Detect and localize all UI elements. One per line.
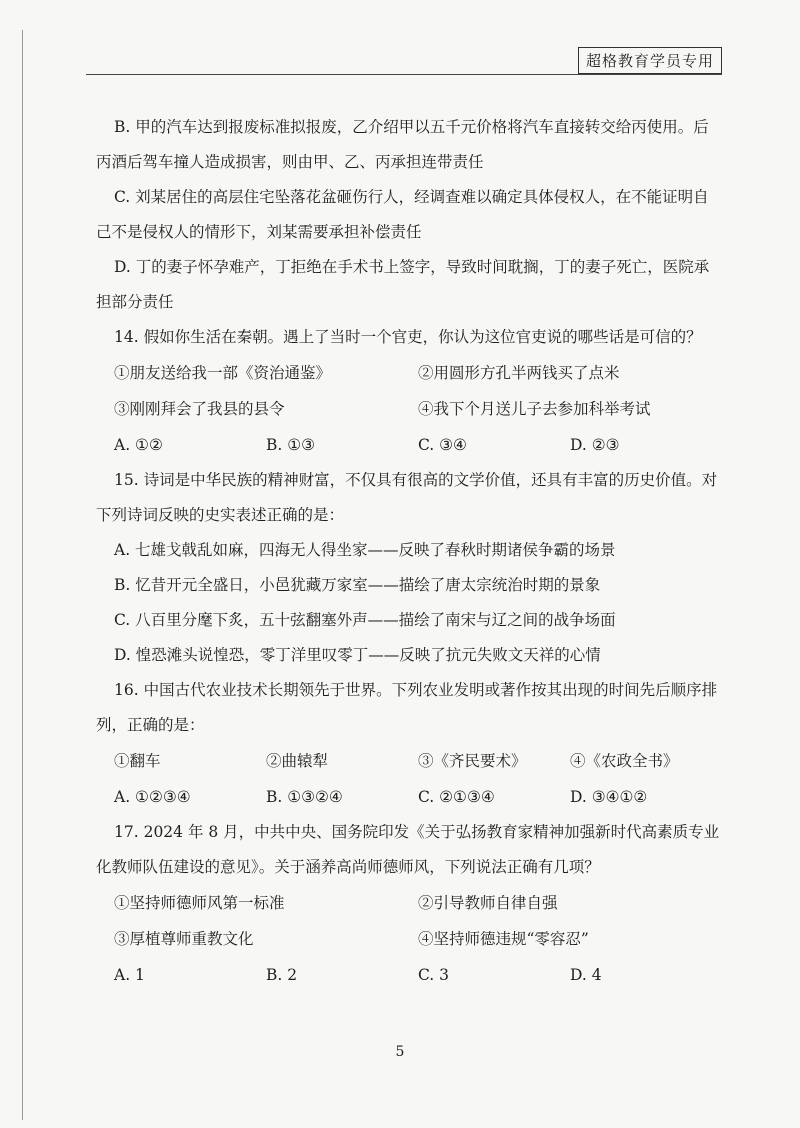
q14-stem: 14. 假如你生活在秦朝。遇上了当时一个官吏，你认为这位官吏说的哪些话是可信的？ — [114, 328, 702, 346]
q14-item-4: ④我下个月送儿子去参加科举考试 — [418, 400, 651, 418]
q14-choice-d: D. ②③ — [570, 436, 620, 454]
scan-edge-line — [22, 30, 23, 1120]
q16-choices — [96, 779, 722, 815]
q17-items-row1 — [96, 885, 722, 921]
q17-choice-a: A. 1 — [114, 966, 145, 984]
q16-items — [96, 743, 722, 779]
q14-items-row2 — [96, 391, 722, 427]
q14-item-1: ①朋友送给我一部《资治通鉴》 — [114, 364, 332, 382]
page-number: 5 — [395, 1044, 405, 1060]
q17-item-1: ①坚持师德师风第一标准 — [114, 894, 285, 912]
q17-item-3: ③厚植尊师重教文化 — [114, 930, 254, 948]
q17-choice-d: D. 4 — [570, 966, 602, 984]
q14-choice-c: C. ③④ — [418, 436, 467, 454]
q15-choice-a: A. 七雄戈戟乱如麻，四海无人得坐家——反映了春秋时期诸侯争霸的场景 — [114, 541, 616, 559]
q15-choice-b: B. 忆昔开元全盛日，小邑犹藏万家室——描绘了唐太宗统治时期的景象 — [114, 576, 601, 594]
q13-option-c: C. 刘某居住的高层住宅坠落花盆砸伤行人，经调查难以确定具体侵权人，在不能证明自己不是侵权人的情形下，刘某需要承担补偿责任 — [96, 188, 709, 241]
q16-item-2: ②曲辕犁 — [266, 752, 329, 770]
q16-stem: 16. 中国古代农业技术长期领先于世界。下列农业发明或著作按其出现的时间先后顺序排列，正确的是： — [96, 681, 718, 734]
q14-choice-a: A. ①② — [114, 436, 163, 454]
q16-choice-a: A. ①②③④ — [114, 788, 191, 806]
q16-choice-c: C. ②①③④ — [418, 788, 495, 806]
header-rule — [86, 74, 722, 75]
q14-item-2: ②用圆形方孔半两钱买了点米 — [418, 364, 620, 382]
q16-choice-d: D. ③④①② — [570, 788, 648, 806]
q14-item-3: ③刚刚拜会了我县的县令 — [114, 400, 285, 418]
q17-item-4: ④坚持师德违规“零容忍” — [418, 930, 589, 948]
q17-choice-c: C. 3 — [418, 966, 450, 984]
q17-item-2: ②引导教师自律自强 — [418, 894, 558, 912]
q16-choice-b: B. ①③②④ — [266, 788, 343, 806]
q16-item-1: ①翻车 — [114, 752, 161, 770]
q16-item-4: ④《农政全书》 — [570, 752, 679, 770]
header-label: 超格教育学员专用 — [578, 47, 722, 74]
q14-choices — [96, 427, 722, 463]
q16-item-3: ③《齐民要术》 — [418, 752, 527, 770]
q17-items-row2 — [96, 921, 722, 957]
question-content — [96, 110, 722, 993]
q15-choice-d: D. 惶恐滩头说惶恐，零丁洋里叹零丁——反映了抗元失败文天祥的心情 — [114, 646, 601, 664]
q15-choice-c: C. 八百里分麾下炙，五十弦翻塞外声——描绘了南宋与辽之间的战争场面 — [114, 611, 616, 629]
q17-choice-b: B. 2 — [266, 966, 298, 984]
q17-choices — [96, 957, 722, 993]
q14-choice-b: B. ①③ — [266, 436, 316, 454]
q15-stem: 15. 诗词是中华民族的精神财富，不仅具有很高的文学价值，还具有丰富的历史价值。对下列诗词反映的史实表述正确的是： — [96, 471, 718, 524]
q13-option-d: D. 丁的妻子怀孕难产，丁拒绝在手术书上签字，导致时间耽搁，丁的妻子死亡，医院承担部分责任 — [96, 258, 710, 311]
q17-stem: 17. 2024 年 8 月，中共中央、国务院印发《关于弘扬教育家精神加强新时代高素质专业化教师队伍建设的意见》。关于涵养高尚师德师风，下列说法正确有几项？ — [96, 823, 720, 876]
q13-option-b: B. 甲的汽车达到报废标准拟报废，乙介绍甲以五千元价格将汽车直接转交给丙使用。后丙酒后驾车撞人造成损害，则由甲、乙、丙承担连带责任 — [96, 118, 709, 171]
q14-items-row1 — [96, 355, 722, 391]
